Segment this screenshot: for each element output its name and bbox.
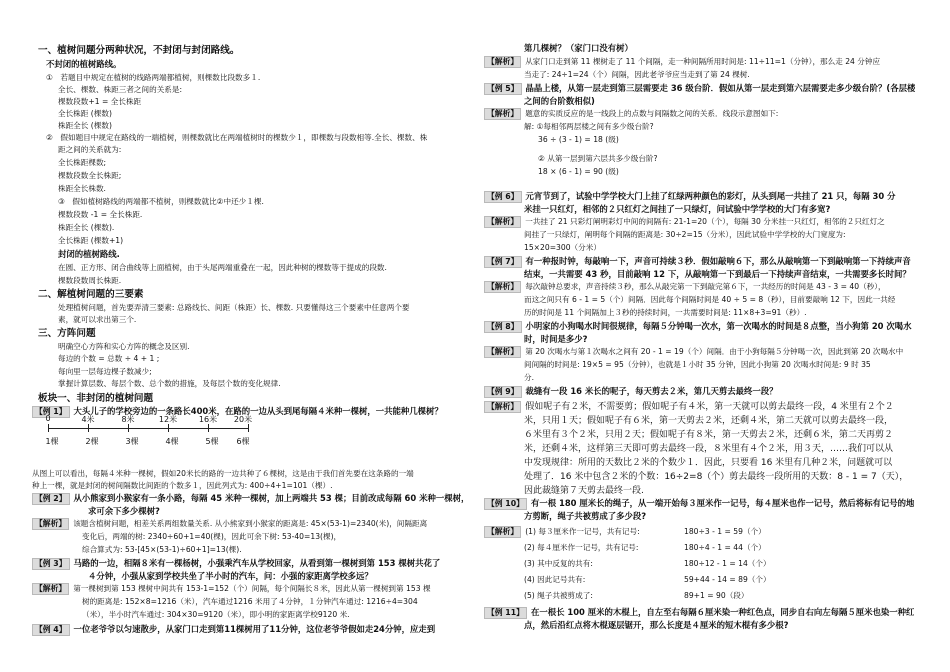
text-line: 每向里一层每边棵子数减少; xyxy=(58,367,152,376)
text-line: 中发现规律：所用的天数比２米的个数少１．因此，只要看 16 米里有几种２米，问题就可以 xyxy=(524,458,893,468)
text-line: ６米里有３个２米，只用２天；假如呢子有８米，第一天剪去２米，还剩６米，第二天再剪２ xyxy=(524,430,894,440)
section-2-title: 二、解植树问题的三要素 xyxy=(38,289,144,300)
example-question: 结束，一共需要 43 秒，目前敲响 12 下，从敲响第一下到最后一下持续声音结束，一共需要多长时间？ xyxy=(524,269,911,279)
example-tag: 【例 9】 xyxy=(484,386,522,398)
formula-line: 全长株距棵数; xyxy=(58,158,107,167)
example-tag: 【例 11】 xyxy=(484,607,527,619)
text-line: 在圆、正方形、闭合曲线等上面植树，由于头尾两端重叠在一起，因此种树的棵数等于提成的段数. xyxy=(58,263,387,272)
formula-line: 全长株距 (棵数) xyxy=(58,109,112,118)
example-tag: 【例 8】 xyxy=(484,321,522,333)
analysis-line xyxy=(484,108,778,120)
ruler-tree-label: 5棵 xyxy=(205,437,219,446)
analysis-tag: 【解析】 xyxy=(484,108,521,120)
ruler-distance-label: 4米 xyxy=(81,415,95,424)
example-question: 裁缝有一段 16 米长的呢子，每天剪去２米，第几天剪去最终一段？ xyxy=(525,386,778,396)
example-question: 有一根 180 厘米长的绳子，从一端开始每３厘米作一记号，每４厘米也作一记号，然后将标有记号的地 xyxy=(530,498,915,508)
example-question: 方剪断，绳子共被剪成了多少段? xyxy=(524,511,647,521)
analysis-text: 题意的实质反应的是一线段上的点数与间隔数之间的关系．线段示意图如下: xyxy=(525,109,779,118)
example-question: 元宵节到了，试验中学学校大门上挂了红绿两种颜色的彩灯，从头到尾一共挂了 21 只，每隔 30 分 xyxy=(525,191,896,201)
calc-value: 180÷3 - 1 = 59（个） xyxy=(684,527,766,536)
block-title: 板块一、非封闭的植树问题 xyxy=(38,393,154,404)
ruler-tick xyxy=(248,424,249,432)
text-line: 变化后，两端的树: 2340÷60+1=40(棵)，因此可余下树: 53-40=13(棵)， xyxy=(82,532,342,541)
ruler-tick xyxy=(208,424,209,432)
formula-line: 株距全长株数. xyxy=(58,184,106,193)
calc-label: (3) 其中反复的共有: xyxy=(524,559,593,568)
example-9 xyxy=(484,385,778,398)
ruler-tree-label: 3棵 xyxy=(125,437,139,446)
formula-line: 株距全长 (棵数) xyxy=(58,121,112,130)
analysis-text: 该题含植树问题，相差关系两组数量关系. 从小熊家到小猴家的距离是: 45×(53-1)=2340(米)，间隔距离 xyxy=(73,519,428,528)
example-7 xyxy=(484,255,911,268)
analysis-tag: 【解析】 xyxy=(32,518,69,530)
text-line: 素，就可以求出第三个. xyxy=(58,315,137,324)
example-question: 米挂一只红灯，相邻的２只红灯之间挂了一只绿灯，问试验中学学校的大门有多宽? xyxy=(524,204,831,214)
text-line: 历的时间是 11 个间隔加上３秒的持续时间，一共需要时间是: 11×8+3=91（秒）. xyxy=(524,308,807,317)
example-tag: 【例 6】 xyxy=(484,191,522,203)
analysis-tag: 【解析】 xyxy=(484,216,521,228)
ruler-tree-label: 4棵 xyxy=(165,437,179,446)
example-8 xyxy=(484,320,912,333)
analysis-tag: 【解析】 xyxy=(484,346,521,358)
ruler-tick xyxy=(48,424,49,432)
text-line: 解: ①每相邻两层楼之间有多少级台阶? xyxy=(524,122,654,131)
example-tag: 【例 7】 xyxy=(484,256,522,268)
example-tag: 【例 5】 xyxy=(484,83,522,95)
text-line: 因此裁缝第７天剪去最终一段. xyxy=(524,486,644,496)
text-line: ② 从第一层到第六层共多少级台阶? xyxy=(538,154,658,163)
example-question: 第几棵树？（家门口没有树） xyxy=(524,43,633,53)
example-tag: 【例 2】 xyxy=(32,493,70,505)
example-question: 大头儿子的学校旁边的一条路长400米，在路的一边从头到尾每隔４米种一棵树，一共能种几棵树？ xyxy=(73,406,443,416)
text-line: 明确空心方阵和实心方阵的概念及区别. xyxy=(58,342,190,351)
text-line: 全长、棵数、株距三者之间的关系是: xyxy=(58,85,183,94)
text-line: ② 假如题目中规定在路线的一端植树，则棵数就比在两端植树时的棵数少１，即棵数与段数相等.全长、棵数、株 xyxy=(46,133,428,142)
calc-value: 89+1 = 90（段） xyxy=(684,591,749,600)
ruler-distance-label: 8米 xyxy=(121,415,135,424)
ruler-tick xyxy=(128,424,129,432)
ruler-distance-label: 0 xyxy=(45,414,51,423)
example-question: 有一种报时钟，每敲响一下，声音可持续３秒．假如敲响６下，那么从敲响第一下到敲响第一下持续声音 xyxy=(525,256,911,266)
example-question: 求可余下多少棵树? xyxy=(88,506,160,516)
example-tag: 【例 3】 xyxy=(32,558,70,570)
analysis-line xyxy=(484,346,903,358)
example-question: ４分钟，小强从家到学校共坐了半小时的汽车，问：小强的家距离学校多远？ xyxy=(88,571,373,581)
ruler-distance-label: 16米 xyxy=(198,415,218,424)
formula-line: 36 ÷ (3 - 1) = 18 (级) xyxy=(538,135,619,144)
text-line: （米），半小时汽车通过: 304×30=9120（米），即小明的家距离学校9120 米. xyxy=(82,610,350,619)
text-line: 间挂了一只绿灯，阐明每个间隔的距离是: 30÷2=15（分米），因此试验中学学校的大门宽度为: xyxy=(524,230,846,239)
calc-label: (5) 绳子共被剪成了: xyxy=(524,591,593,600)
section-1-title: 一、植树问题分两种状况，不封闭与封闭路线。 xyxy=(38,45,240,56)
text-line: 树的距离是: 152×8=1216（米），汽车通过1216 米用了４分钟，１分钟汽车通过: 1216÷4=304 xyxy=(82,597,418,606)
text-line: 米，只用１天；假如呢子有６米，第一天剪去２米，还剩４米，第二天就可以剪去最终一段， xyxy=(524,416,894,426)
analysis-text: 第 20 次喝水与第１次喝水之间有 20 - 1 = 19（个）间隔．由于小狗每隔５分钟喝一次，因此到第 20 次喝水中 xyxy=(525,347,904,356)
text-line: ① 若题目中规定在植树的线路两端都植树，则棵数比段数多１. xyxy=(46,73,261,82)
example-tag: 【例 1】 xyxy=(32,406,70,418)
analysis-tag: 【解析】 xyxy=(484,401,521,413)
example-11 xyxy=(484,606,914,619)
analysis-text: 一共挂了 21 只彩灯阐明彩灯中间的间隔有: 21-1=20（个），每隔 30 分米挂一只红灯，相邻的２只红灯之 xyxy=(525,217,885,226)
analysis-line xyxy=(484,216,885,228)
right-column xyxy=(484,0,924,672)
analysis-text: 第一棵树到第 153 棵树中间共有 153-1=152（个）间隔，每个间隔长８米，因此从第一棵树到第 153 棵 xyxy=(73,584,431,593)
analysis-tag: 【解析】 xyxy=(484,526,521,538)
ruler-axis xyxy=(48,428,248,429)
example-5 xyxy=(484,82,915,95)
analysis-line xyxy=(484,526,640,538)
text-line: 处理了．16 米中包含２米的个数：16÷2=8（个）剪去最终一段所用的天数：8 - 1 = 7（天）， xyxy=(524,472,909,482)
ruler-tick xyxy=(168,424,169,432)
example-question: 点，然后沿红点将木棍逐层锯开，那么长度是４厘米的短木棍有多少根? xyxy=(524,620,789,630)
analysis-line xyxy=(484,399,894,413)
analysis-line xyxy=(484,281,886,293)
example-10 xyxy=(484,497,914,510)
ruler-tick xyxy=(88,424,89,432)
example-question: 在一根长 100 厘米的木棍上，自左至右每隔６厘米染一种红色点，同步自右向左每隔５厘米也染一种红 xyxy=(530,607,915,617)
text-line: 15×20=300（分米） xyxy=(524,243,601,252)
text-line: 掌握计算层数、每层个数、总个数的措施，及每层个数的变化规律. xyxy=(58,379,281,388)
analysis-tag: 【解析】 xyxy=(32,583,69,595)
closed-title: 封闭的植树路线. xyxy=(58,249,120,259)
analysis-tag: 【解析】 xyxy=(484,281,521,293)
example-2 xyxy=(32,492,469,505)
ruler-distance-label: 12米 xyxy=(158,415,178,424)
text-line: 综合算式为: 53-[45×(53-1)÷60+1]=13(棵). xyxy=(82,545,242,554)
example-4 xyxy=(32,623,435,636)
analysis-line xyxy=(32,583,431,595)
text-line: 种上一棵，就是封闭的树间隔数比间距的个数多１，因此列式为: 400÷4+1=101（棵）. xyxy=(32,481,333,490)
text-line: 处理植树问题，首先要弄清三要素: 总路线长、间距（株距）长、棵数. 只要懂得这三个要素中任意两个要 xyxy=(58,303,410,312)
example-question: 马路的一边，相隔８米有一棵杨树，小强乘汽车从学校回家，从看到第一棵树到第 153 棵树共花了 xyxy=(73,558,441,568)
ruler-tree-label: 1棵 xyxy=(45,437,59,446)
ruler-tree-label: 2棵 xyxy=(85,437,99,446)
formula-line: 棵数段数周长株距. xyxy=(58,276,122,285)
ruler-distance-label: 20米 xyxy=(233,415,253,424)
distance-ruler-diagram xyxy=(45,414,253,452)
text-line: 距之间的关系就为: xyxy=(58,145,122,154)
formula-line: 棵数段数+1 = 全长株距 xyxy=(58,97,142,106)
formula-line: 每边的个数 = 总数 ÷ 4 + 1 ; xyxy=(58,354,160,363)
formula-line: 全长株距 (棵数+1) xyxy=(58,236,124,245)
calc-label: (4) 因此记号共有: xyxy=(524,575,586,584)
example-question: 一位老爷爷以匀速散步，从家门口走到第11棵树用了11分钟，这位老爷爷假如走24分钟，应走到 xyxy=(73,624,436,634)
text-line: 分. xyxy=(524,373,535,382)
calc-value: 59+44 - 14 = 89（个） xyxy=(684,575,771,584)
example-question: 之间的台阶数相似) xyxy=(524,96,595,106)
text-line: 而这之间只有 6 - 1 = 5（个）间隔．因此每个间隔时间是 40 ÷ 5 = 8（秒），目前要敲响 12 下，因此一共经 xyxy=(524,295,896,304)
analysis-line xyxy=(32,518,427,530)
text-line: ③ 假如植树路线的两端都不植树，则棵数就比②中还少１棵. xyxy=(58,197,264,206)
example-question: 从小熊家到小猴家有一条小路，每隔 45 米种一棵树，加上两端共 53 棵；目前改成每隔 60 米种一棵树， xyxy=(73,493,470,503)
formula-line: 株距全长 (棵数). xyxy=(58,223,115,232)
analysis-text: 从家门口走到第 11 棵树走了 11 个间隔，走一种间隔所用时间是: 11÷11=1（分钟），那么走 24 分钟应 xyxy=(525,57,881,66)
left-column xyxy=(30,0,472,672)
calc-value: 180÷12 - 1 = 14（个） xyxy=(684,559,771,568)
example-question: 晶晶上楼，从第一层走到第三层需要走 36 级台阶．假如从第一层走到第六层需要走多少级台阶？(各层楼 xyxy=(525,83,916,93)
example-3 xyxy=(32,557,440,570)
calc-value: 180÷4 - 1 = 44（个） xyxy=(684,543,766,552)
analysis-tag: 【解析】 xyxy=(484,56,521,68)
example-tag: 【例 10】 xyxy=(484,498,527,510)
nonclosed-title: 不封闭的植树路线。 xyxy=(46,59,122,69)
formula-line: 18 × (6 - 1) = 90 (级) xyxy=(538,167,619,176)
text-line: 从图上可以看出，每隔４米种一棵树，假如20米长的路的一边共种了６棵树，这是由于我们首先要在这条路的一端 xyxy=(32,469,414,478)
analysis-text: (1) 每３厘米作一记号，共有记号: xyxy=(525,527,640,536)
section-3-title: 三、方阵问题 xyxy=(38,328,96,339)
example-tag: 【例 4】 xyxy=(32,624,70,636)
formula-line: 棵数段数全长株距; xyxy=(58,171,122,180)
text-line: 间间隔的时间是: 19×5 = 95（分钟），也就是１小时 35 分钟，因此小狗第 20 次喝水时间是: 9 时 35 xyxy=(524,360,871,369)
example-question: 时，时间是多少? xyxy=(524,334,588,344)
example-question: 小明家的小狗喝水时间很规律，每隔５分钟喝一次水，第一次喝水的时间是８点整，当小狗第 20 次喝水 xyxy=(525,321,912,331)
analysis-line xyxy=(484,56,880,68)
calc-label: (2) 每４厘米作一记号，共有记号: xyxy=(524,543,639,552)
text-line: 当走了: 24÷1=24（个）间隔，因此老爷爷应当走到了第 24 棵树. xyxy=(524,70,750,79)
analysis-text: 假如呢子有２米，不需要剪；假如呢子有４米，第一天就可以剪去最终一段，4 米里有２个２ xyxy=(525,402,894,412)
formula-line: 棵数段数 -1 = 全长株距. xyxy=(58,210,143,219)
text-line: 米，还剩４米，这样第三天即可剪去最终一段，８米里有４个２米，用３天，……我们可以从 xyxy=(524,444,894,454)
analysis-text: 每次敲钟总要求，声音持续３秒，那么从敲完第一下到敲完第６下，一共经历的时间是 43 - 3 = 40（秒）， xyxy=(525,282,886,291)
ruler-tree-label: 6棵 xyxy=(236,437,250,446)
example-6 xyxy=(484,190,896,203)
